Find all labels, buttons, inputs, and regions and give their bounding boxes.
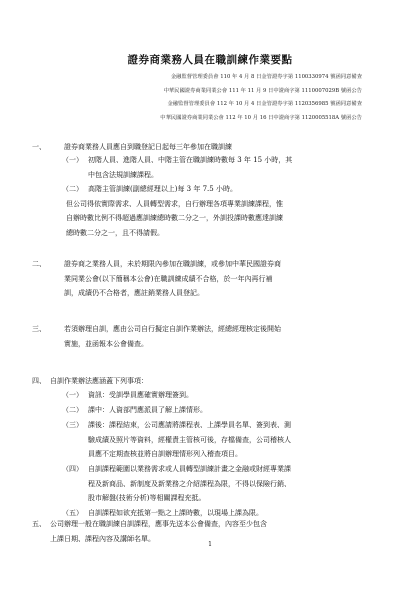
section-line: 訓，成績仍不合格者，應註銷業務人員登記。 xyxy=(64,289,204,297)
item-line: 自訓課程範圍以業務需求或人員轉型訓練計畫之金融或財經專業課 xyxy=(88,465,291,473)
document-title: 證券商業務人員在職訓練作業要點 xyxy=(127,54,293,66)
item-line: 自訓課程如欲充抵第一點之上課時數，以現場上課為限。 xyxy=(88,509,263,517)
section-line: 業同業公會(以下簡稱本公會)在職訓練成績不合格，於一年內再行補 xyxy=(64,274,273,283)
item-number: （三） xyxy=(62,421,83,429)
section-heading: 證券商業務人員應自到職登記日起每三年參加在職訓練 xyxy=(64,143,232,151)
section-line: 總時數二分之一，且不得請假。 xyxy=(66,228,164,237)
approval-note: 金融監督管理委員會 110 年 4 月 8 日金管證券字第 1100330974 號函同意備查 xyxy=(170,74,362,80)
section-line: 證券商之業務人員，未於期限內參加在職訓練，或參加中華民國證券商 xyxy=(64,260,281,268)
section-number: 一、 xyxy=(32,143,46,151)
approval-notes xyxy=(160,71,362,125)
section-line: 公司辦理一般在職訓練自訓課程，應事先送本公會備查，內容至少包含 xyxy=(50,520,267,528)
section-number: 四、 xyxy=(32,377,46,385)
item-number: （一） xyxy=(62,156,83,164)
section-heading: 自訓作業辦法應涵蓋下列事項： xyxy=(50,377,148,385)
section-number: 三、 xyxy=(32,325,46,333)
item-line: 程及新商品、新制度及新業務之介紹課程為限，不得以保險行銷、 xyxy=(88,479,291,488)
item-line: 員應不定期查核並將自訓辦理情形列入稽查項目。 xyxy=(88,450,242,458)
item-line: 股市解盤(技術分析)等相關課程充抵。 xyxy=(88,494,206,502)
section-line: 自辦時數比例不得超過應訓練總時數二分之一，外訓投課時數應達訓練 xyxy=(66,214,283,222)
approval-note: 金融監督管理委員會 112 年 10 月 4 日金管證券字第 1120356985 號函同意備查 xyxy=(167,101,362,107)
section-line: 但公司得依實際需求、人員轉型需求，自行辦理各項專業訓練課程，惟 xyxy=(66,199,283,208)
item-number: （四） xyxy=(62,465,83,473)
approval-note: 中華民國證券商業同業公會 111 年 11 月 9 日中證商字第 1110007029B 號函公告 xyxy=(163,87,362,94)
item-line: 資訊：受訓學員應確實辦理簽到。 xyxy=(88,391,193,399)
item-number: （二） xyxy=(62,185,83,193)
section-line: 上課日期、課程內容及講師名單。 xyxy=(50,534,155,543)
item-line: 課中：人資部門應派員了解上課情形。 xyxy=(88,406,207,414)
item-number: （二） xyxy=(62,406,83,414)
item-line: 高階主管訓練(副總經理以上)每 3 年 7.5 小時。 xyxy=(88,185,237,193)
item-line: 中包含法規訓練課程。 xyxy=(88,170,158,179)
item-line: 課後：課程結束，公司應請將課程表、上課學員名單、簽到表、測 xyxy=(88,421,291,429)
section-number: 二、 xyxy=(32,260,46,268)
item-number: （五） xyxy=(62,509,83,517)
section-number: 五、 xyxy=(32,520,46,528)
item-line: 驗成績及照片等資料，經權責主管核可後，存檔備查，公司稽核人 xyxy=(88,435,291,444)
approval-note: 中華民國證券商業同業公會 112 年 10 月 16 日中證商字第 1120005518A 號函公告 xyxy=(160,114,362,121)
section-line: 實施，並函報本公會備查。 xyxy=(64,339,148,348)
page-number: 1 xyxy=(208,541,212,548)
item-line: 初階人員、進階人員、中階主管在職訓練時數每 3 年 15 小時，其 xyxy=(88,156,293,164)
section-line: 若須辦理自訓，應由公司自行擬定自訓作業辦法，經總經理核定後開始 xyxy=(64,325,281,333)
item-number: （一） xyxy=(62,391,83,399)
